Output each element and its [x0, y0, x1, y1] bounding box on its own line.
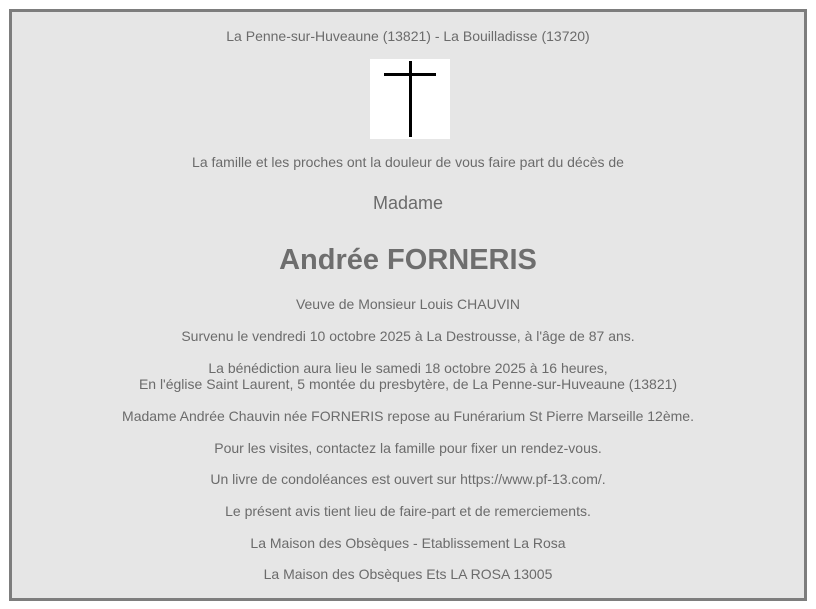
location-line: La Penne-sur-Huveaune (13821) - La Bouilladisse (13720)	[226, 28, 590, 44]
funeral-home: La Maison des Obsèques - Etablissement La Rosa	[250, 535, 566, 551]
obituary-notice	[9, 9, 807, 601]
intro-text: La famille et les proches ont la douleur de vous faire part du décès de	[192, 154, 624, 170]
funeral-home-signature: La Maison des Obsèques Ets LA ROSA 13005	[263, 566, 553, 582]
condolences-info: Un livre de condoléances est ouvert sur https://www.pf-13.com/.	[210, 471, 606, 487]
death-details: Survenu le vendredi 10 octobre 2025 à La Destrousse, à l'âge de 87 ans.	[181, 328, 635, 344]
deceased-name: Andrée FORNERIS	[279, 244, 537, 276]
notice-statement: Le présent avis tient lieu de faire-part et de remerciements.	[225, 503, 591, 519]
honorific-title: Madame	[372, 193, 444, 213]
rest-location: Madame Andrée Chauvin née FORNERIS repose au Funérarium St Pierre Marseille 12ème.	[122, 408, 694, 424]
widow-of-text: Veuve de Monsieur Louis CHAUVIN	[295, 296, 521, 312]
blessing-date: La bénédiction aura lieu le samedi 18 octobre 2025 à 16 heures,	[208, 360, 608, 376]
latin-cross-icon	[370, 59, 450, 139]
blessing-location: En l'église Saint Laurent, 5 montée du presbytère, de La Penne-sur-Huveaune (13821)	[138, 376, 678, 392]
visits-info: Pour les visites, contactez la famille pour fixer un rendez-vous.	[214, 440, 602, 456]
